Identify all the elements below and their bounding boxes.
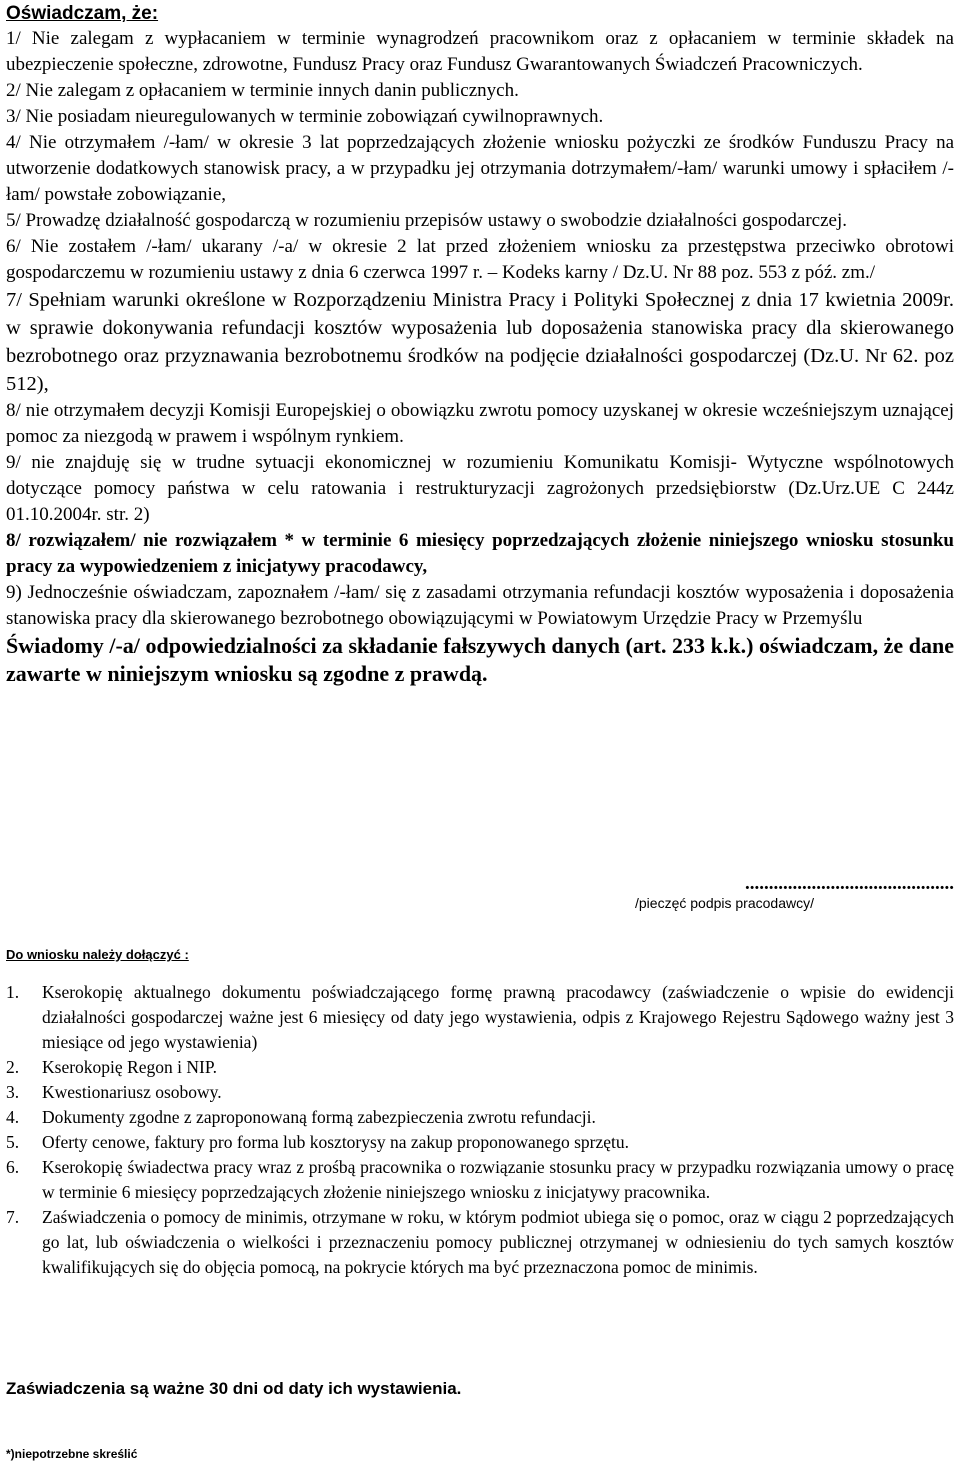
- attachments-heading: Do wniosku należy dołączyć :: [6, 947, 189, 962]
- declaration-item-7: 7/ Spełniam warunki określone w Rozporządzeniu Ministra Pracy i Polityki Społecznej z dnia 17 kwietnia 2009r. w sprawie dokonywania refundacji kosztów wyposażenia lub doposażenia stanowiska pracy dla skierowanego bezrobotnego oraz przyznawania bezrobotnemu środków na podjęcie działalności gospodarczej (Dz.U. Nr 62. poz 512),: [6, 289, 954, 395]
- attachments-list: [6, 980, 954, 1280]
- declaration-item-4: 4/ Nie otrzymałem /-łam/ w okresie 3 lat poprzedzających złożenie wniosku pożyczki ze środków Funduszu Pracy na utworzenie dodatkowych stanowisk pracy, a w przypadku jej otrzymania dotrzymałem/-łam/ warunki umowy i spłaciłem /-łam/ powstałe zobowiązanie,: [6, 132, 954, 205]
- declaration-item-8b: 8/ rozwiązałem/ nie rozwiązałem * w terminie 6 miesięcy poprzedzających złożenie niniejszego wniosku stosunku pracy za wypowiedzeniem z inicjatywy pracodawcy,: [6, 530, 954, 577]
- attachment-text: Kserokopię aktualnego dokumentu poświadczającego formę prawną pracodawcy (zaświadczenie o wpisie do ewidencji działalności gospodarczej ważne jest 6 miesięcy od daty jego wystawienia, odpis z Krajowego Rejestru Sądowego ważny jest 3 miesiące od jego wystawienia): [42, 982, 954, 1052]
- attachment-text: Kserokopię Regon i NIP.: [42, 1057, 217, 1077]
- footnote: *)niepotrzebne skreślić: [6, 1447, 138, 1461]
- attachment-item: [6, 980, 954, 1055]
- attachment-item: [6, 1205, 954, 1280]
- attachment-number: 1.: [6, 982, 20, 1002]
- attachment-item: [6, 1130, 954, 1155]
- declaration-title: Oświadczam, że:: [6, 3, 159, 24]
- declaration-item-6: 6/ Nie zostałem /-łam/ ukarany /-a/ w okresie 2 lat przed złożeniem wniosku za przestępstwa przeciwko obrotowi gospodarczemu w rozumieniu ustawy z dnia 6 czerwca 1997 r. – Kodeks karny / Dz.U. Nr 88 poz. 553 z póź. zm./: [6, 236, 954, 283]
- attachment-text: Kwestionariusz osobowy.: [42, 1082, 222, 1102]
- attachment-number: 4.: [6, 1107, 20, 1127]
- declaration-item-9b: 9) Jednocześnie oświadczam, zapoznałem /-łam/ się z zasadami otrzymania refundacji kosztów wyposażenia i doposażenia stanowiska pracy dla skierowanego bezrobotnego obowiązującymi w Powiatowym Urzędzie Pracy w Przemyślu: [6, 582, 954, 629]
- signature-line: ............................................: [745, 873, 954, 894]
- declaration-item-3: 3/ Nie posiadam nieuregulowanych w terminie zobowiązań cywilnoprawnych.: [6, 106, 604, 127]
- attachment-number: 7.: [6, 1207, 20, 1227]
- attachment-item: [6, 1105, 954, 1130]
- declaration-section: [6, 2, 954, 688]
- attachment-number: 3.: [6, 1082, 20, 1102]
- attachment-text: Dokumenty zgodne z zaproponowaną formą zabezpieczenia zwrotu refundacji.: [42, 1107, 596, 1127]
- declaration-item-1: 1/ Nie zalegam z wypłacaniem w terminie wynagrodzeń pracownikom oraz z opłacaniem w terminie składek na ubezpieczenie społeczne, zdrowotne, Fundusz Pracy oraz Fundusz Gwarantowanych Świadczeń Pracowniczych.: [6, 28, 954, 75]
- liability-statement: Świadomy /-a/ odpowiedzialności za składanie fałszywych danych (art. 233 k.k.) oświadczam, że dane zawarte w niniejszym wniosku są zgodne z prawdą.: [6, 633, 954, 686]
- attachment-item: [6, 1055, 954, 1080]
- signature-label: /pieczęć podpis pracodawcy/: [635, 895, 814, 911]
- attachment-text: Oferty cenowe, faktury pro forma lub kosztorysy na zakup proponowanego sprzętu.: [42, 1132, 630, 1152]
- declaration-item-8: 8/ nie otrzymałem decyzji Komisji Europejskiej o obowiązku zwrotu pomocy uzyskanej w okresie wcześniejszym uznającej pomoc za niezgodą w prawem i wspólnym rynkiem.: [6, 400, 954, 447]
- attachment-item: [6, 1080, 954, 1105]
- attachment-text: Kserokopię świadectwa pracy wraz z prośbą pracownika o rozwiązanie stosunku pracy w przypadku rozwiązania umowy o pracę w terminie 6 miesięcy poprzedzających złożenie niniejszego wniosku z inicjatywy pracownika.: [42, 1157, 954, 1202]
- attachment-number: 5.: [6, 1132, 20, 1152]
- attachment-text: Zaświadczenia o pomocy de minimis, otrzymane w roku, w którym podmiot ubiega się o pomoc, oraz w ciągu 2 poprzedzających go lat, lub oświadczenia o wielkości i przeznaczeniu pomocy publicznej otrzymanej w odniesieniu do tych samych kosztów kwalifikujących się do objęcia pomocą, na pokrycie których ma być przeznaczona pomoc de minimis.: [42, 1207, 954, 1277]
- attachment-number: 6.: [6, 1157, 20, 1177]
- declaration-item-9: 9/ nie znajduję się w trudne sytuacji ekonomicznej w rozumieniu Komunikatu Komisji- Wytyczne wspólnotowych dotyczące pomocy państwa w celu ratowania i restrukturyzacji zagrożonych przedsiębiorstw (Dz.Urz.UE C 244z 01.10.2004r. str. 2): [6, 452, 954, 525]
- attachment-number: 2.: [6, 1057, 20, 1077]
- validity-note: Zaświadczenia są ważne 30 dni od daty ich wystawienia.: [6, 1379, 462, 1398]
- declaration-item-2: 2/ Nie zalegam z opłacaniem w terminie innych danin publicznych.: [6, 80, 519, 101]
- attachment-item: [6, 1155, 954, 1205]
- declaration-item-5: 5/ Prowadzę działalność gospodarczą w rozumieniu przepisów ustawy o swobodzie działalności gospodarczej.: [6, 210, 848, 231]
